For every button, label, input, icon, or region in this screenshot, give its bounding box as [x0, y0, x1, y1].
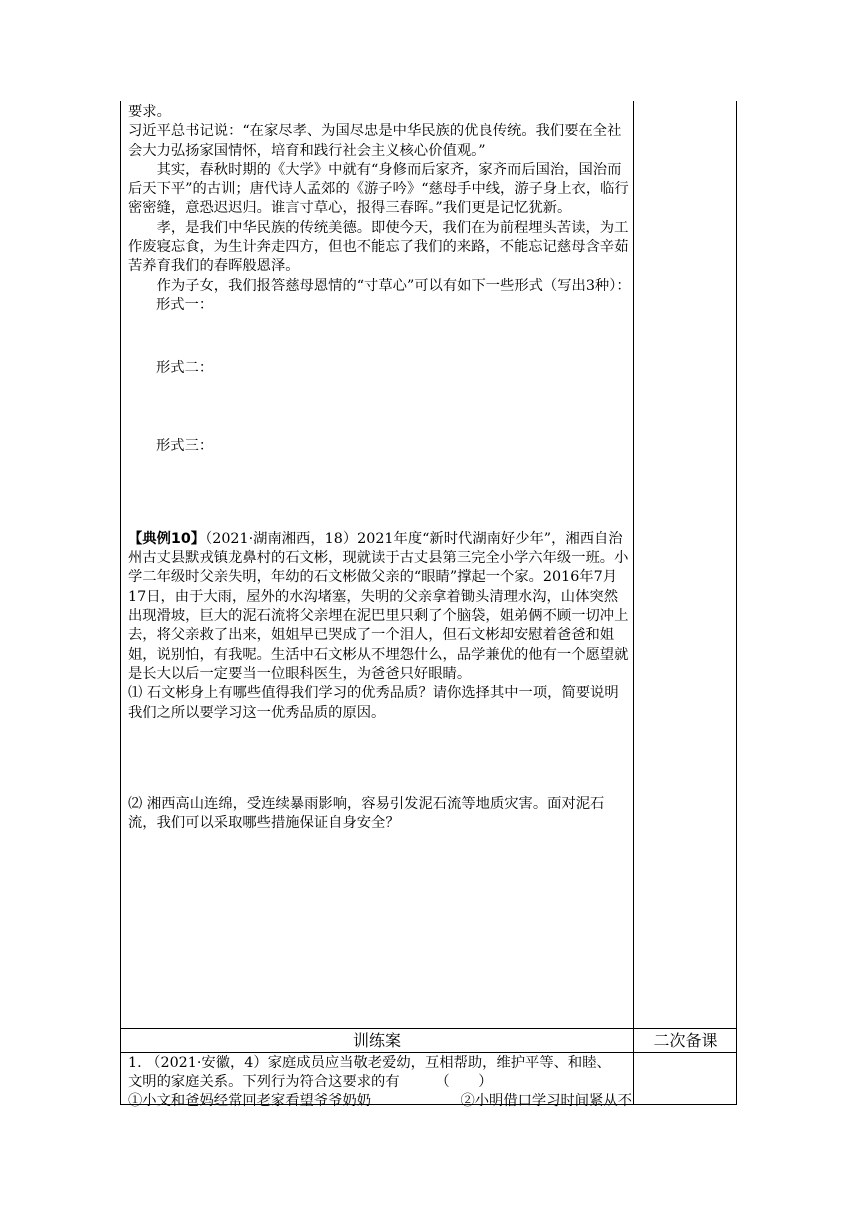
table-row-divider-title — [120, 1052, 737, 1053]
paragraph-requirement: 要求。 — [128, 104, 171, 120]
form-three-label: 形式三： — [156, 437, 214, 454]
answer-space-q1 — [128, 723, 632, 795]
table-middle-border — [633, 101, 634, 1105]
table-left-border — [120, 101, 121, 1105]
answer-space-three — [128, 456, 632, 530]
main-content-cell — [128, 103, 632, 833]
table-row-divider-top — [120, 1028, 737, 1029]
example-tag: 【典例10】 — [128, 530, 206, 547]
training-section-title: 训练案 — [352, 1031, 401, 1050]
form-two-label: 形式二： — [156, 360, 214, 377]
paragraph-question: 作为子女，我们报答慈母恩情的“寸草心”可以有如下一些形式（写出3种）： — [156, 277, 631, 294]
second-lesson-prep-title: 二次备课 — [653, 1031, 718, 1050]
example-paragraph — [128, 530, 632, 684]
example-text: （2021·湖南湘西，18）2021年度“新时代湖南好少年”，湘西自治州古丈县默戎镇龙鼻村的石文彬，现就读于古丈县第三完全小学六年级一班。小学二年级时父亲失明，年幼的石文彬做父亲的“眼睛”撑起一个家。2016年7月17日，由于大雨，屋外的水沟堵塞，失明的父亲拿着锄头清理水沟，山体突然出现滑坡，巨大的泥石流将父亲埋在泥巴里只剩了个脑袋，姐弟俩不顾一切冲上去，将父亲救了出来，姐姐早已哭成了一个泪人，但石文彬却安慰着爸爸和姐姐，说别怕，有我呢。生活中石文彬从不埋怨什么，品学兼优的他有一个愿望就是长大以后一定要当一位眼科医生，为爸爸只好眼睛。 — [128, 530, 629, 682]
question-two: ⑵ 湘西高山连绵，受连续暴雨影响，容易引发泥石流等地质灾害。面对泥石流，我们可以采取哪些措施保证自身安全？ — [128, 795, 605, 832]
training-question-line2: 文明的家庭关系。下列行为符合这要求的有 （ ） — [128, 1074, 493, 1090]
training-option-1: ①小文和爸妈经常回老家看望爷爷奶奶 — [128, 1093, 372, 1109]
training-options-row — [128, 1092, 632, 1111]
form-one-label: 形式一： — [156, 296, 214, 313]
paragraph-quote: 习近平总书记说：“在家尽孝、为国尽忠是中华民族的优良传统。我们要在全社会大力弘扬家国情怀，培育和践行社会主义核心价值观。” — [128, 123, 622, 159]
paragraph-classics: 其实，春秋时期的《大学》中就有“身修而后家齐，家齐而后国治，国治而后天下平”的古训；唐代诗人孟郊的《游子吟》“慈母手中线，游子身上衣，临行密密缝，意恐迟迟归。谁言寸草心，报得三春晖。”我们更是记忆犹新。 — [128, 161, 629, 217]
table-right-border — [736, 101, 737, 1105]
answer-space-one — [128, 315, 632, 359]
training-content — [128, 1054, 632, 1111]
training-question-line1: 1. （2021·安徽，4）家庭成员应当敬老爱幼，互相帮助，维护平等、和睦、 — [128, 1055, 611, 1071]
training-option-2: ②小明借口学习时间紧从不 — [460, 1093, 632, 1109]
answer-space-two — [128, 379, 632, 437]
question-one: ⑴ 石文彬身上有哪些值得我们学习的优秀品质？请你选择其中一项，简要说明我们之所以要学习这一优秀品质的原因。 — [128, 685, 619, 721]
paragraph-filial-piety: 孝，是我们中华民族的传统美德。即使今天，我们在为前程埋头苦读，为工作废寝忘食，为生计奔走四方，但也不能忘了我们的来路，不能忘记慈母含辛茹苦养育我们的春晖般恩泽。 — [128, 219, 629, 275]
